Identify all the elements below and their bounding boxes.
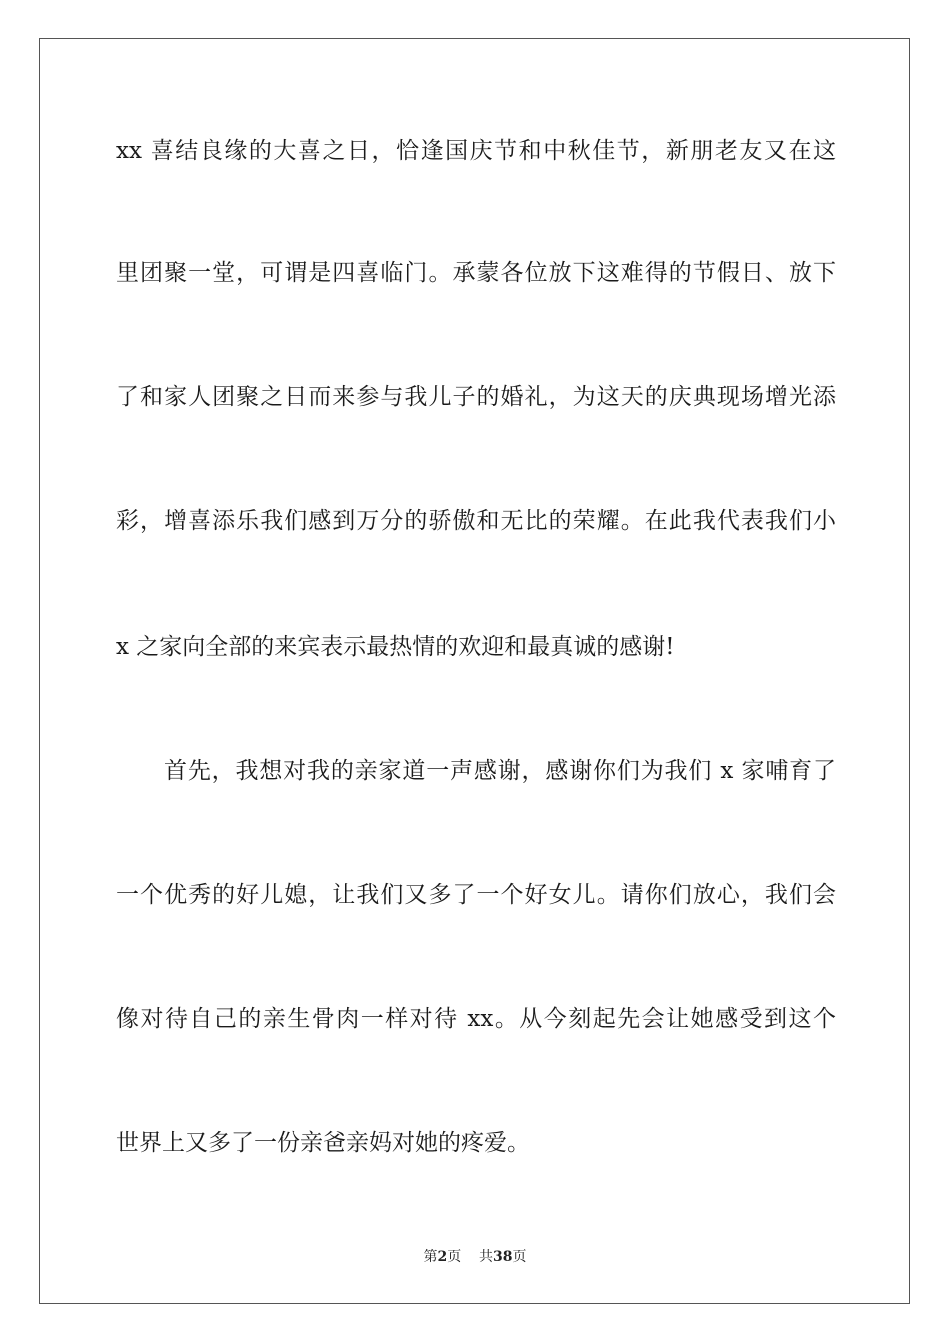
paragraph-2-line-3: 像对待自己的亲生骨肉一样对待 xx。从今刻起先会让她感受到这个 (116, 1006, 836, 1032)
paragraph-1-line-3: 了和家人团聚之日而来参与我儿子的婚礼，为这天的庆典现场增光添 (116, 384, 836, 410)
page-unit: 页 (447, 1249, 462, 1265)
paragraph-2-line-4: 世界上又多了一份亲爸亲妈对她的疼爱。 (116, 1130, 530, 1156)
paragraph-1-line-4: 彩，增喜添乐我们感到万分的骄傲和无比的荣耀。在此我代表我们小 (116, 508, 836, 534)
paragraph-2-line-1: 首先，我想对我的亲家道一声感谢，感谢你们为我们 x 家哺育了 (164, 758, 836, 784)
page-number: 2 (437, 1249, 448, 1265)
page-footer (0, 1248, 950, 1266)
page-prefix: 第 (423, 1249, 438, 1265)
paragraph-1-line-1: xx 喜结良缘的大喜之日，恰逢国庆节和中秋佳节，新朋老友又在这 (116, 138, 836, 164)
page-border (39, 38, 910, 1304)
total-prefix: 共 (479, 1249, 494, 1265)
total-pages: 38 (493, 1249, 513, 1265)
total-unit: 页 (512, 1249, 527, 1265)
paragraph-2-line-2: 一个优秀的好儿媳，让我们又多了一个好女儿。请你们放心，我们会 (116, 882, 836, 908)
paragraph-1-line-2: 里团聚一堂，可谓是四喜临门。承蒙各位放下这难得的节假日、放下 (116, 260, 836, 286)
paragraph-1-line-5: x 之家向全部的来宾表示最热情的欢迎和最真诚的感谢! (116, 634, 675, 660)
